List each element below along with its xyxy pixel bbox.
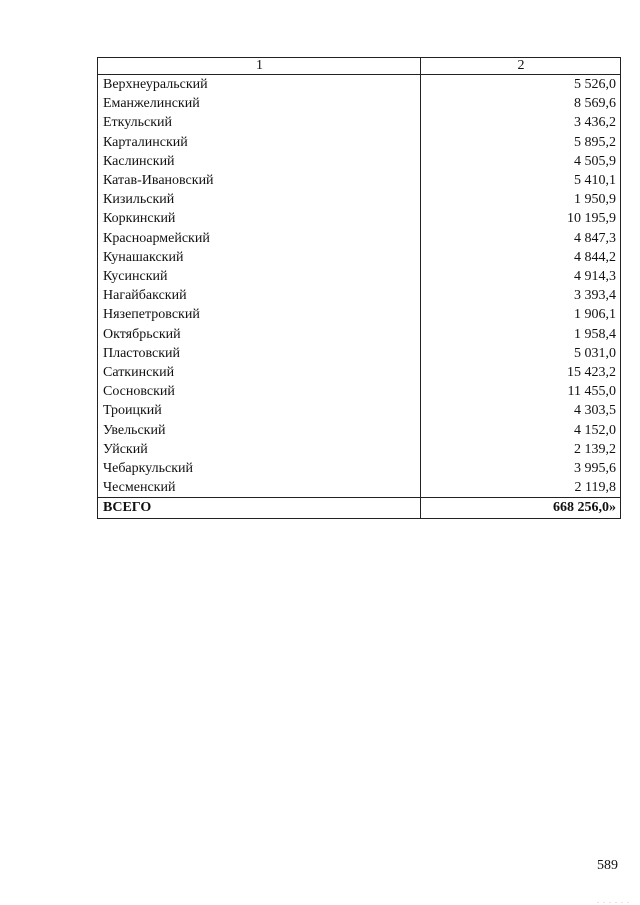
table-row	[98, 344, 621, 363]
page-number: 589	[597, 858, 618, 873]
district-name: Кусинский	[98, 267, 421, 286]
table-row	[98, 152, 621, 171]
total-label: ВСЕГО	[98, 498, 421, 518]
table-header-row	[98, 58, 621, 75]
table-row	[98, 440, 621, 459]
district-name: Пластовский	[98, 344, 421, 363]
district-name: Чебаркульский	[98, 459, 421, 478]
district-name: Троицкий	[98, 401, 421, 420]
district-value: 4 152,0	[421, 421, 621, 440]
table-row	[98, 133, 621, 152]
district-name: Верхнеуральский	[98, 75, 421, 95]
scan-artifact: . . . . . .	[597, 896, 630, 905]
table-row	[98, 401, 621, 420]
district-value: 1 950,9	[421, 190, 621, 209]
table-row	[98, 325, 621, 344]
data-table	[97, 57, 621, 519]
district-value: 1 958,4	[421, 325, 621, 344]
district-name: Увельский	[98, 421, 421, 440]
district-value: 4 303,5	[421, 401, 621, 420]
district-name: Каслинский	[98, 152, 421, 171]
table-row	[98, 421, 621, 440]
table-total-row	[98, 498, 621, 518]
district-value: 4 914,3	[421, 267, 621, 286]
district-name: Еткульский	[98, 113, 421, 132]
district-value: 4 505,9	[421, 152, 621, 171]
district-name: Кизильский	[98, 190, 421, 209]
table-row	[98, 94, 621, 113]
district-value: 3 393,4	[421, 286, 621, 305]
table-row	[98, 229, 621, 248]
district-value: 1 906,1	[421, 305, 621, 324]
district-value: 3 995,6	[421, 459, 621, 478]
table-row	[98, 286, 621, 305]
district-value: 5 526,0	[421, 75, 621, 95]
district-name: Кунашакский	[98, 248, 421, 267]
table-row	[98, 248, 621, 267]
district-name: Коркинский	[98, 209, 421, 228]
district-value: 4 844,2	[421, 248, 621, 267]
district-name: Нязепетровский	[98, 305, 421, 324]
district-name: Катав-Ивановский	[98, 171, 421, 190]
table-row	[98, 113, 621, 132]
table-row	[98, 75, 621, 95]
district-name: Карталинский	[98, 133, 421, 152]
district-value: 10 195,9	[421, 209, 621, 228]
district-value: 5 895,2	[421, 133, 621, 152]
table-row	[98, 305, 621, 324]
district-name: Чесменский	[98, 478, 421, 498]
table-row	[98, 190, 621, 209]
district-name: Октябрьский	[98, 325, 421, 344]
district-value: 15 423,2	[421, 363, 621, 382]
table-row	[98, 267, 621, 286]
district-value: 8 569,6	[421, 94, 621, 113]
table-row	[98, 382, 621, 401]
column-header-1: 1	[98, 58, 421, 75]
district-value: 2 119,8	[421, 478, 621, 498]
table-row	[98, 478, 621, 498]
district-name: Саткинский	[98, 363, 421, 382]
table-row	[98, 209, 621, 228]
district-value: 11 455,0	[421, 382, 621, 401]
district-name: Сосновский	[98, 382, 421, 401]
district-name: Нагайбакский	[98, 286, 421, 305]
table-row	[98, 363, 621, 382]
district-value: 4 847,3	[421, 229, 621, 248]
district-value: 5 410,1	[421, 171, 621, 190]
district-value: 2 139,2	[421, 440, 621, 459]
column-header-2: 2	[421, 58, 621, 75]
district-value: 5 031,0	[421, 344, 621, 363]
district-value: 3 436,2	[421, 113, 621, 132]
table-body	[98, 75, 621, 498]
table-row	[98, 171, 621, 190]
district-name: Уйский	[98, 440, 421, 459]
district-name: Красноармейский	[98, 229, 421, 248]
district-name: Еманжелинский	[98, 94, 421, 113]
table-row	[98, 459, 621, 478]
total-value: 668 256,0»	[421, 498, 621, 518]
